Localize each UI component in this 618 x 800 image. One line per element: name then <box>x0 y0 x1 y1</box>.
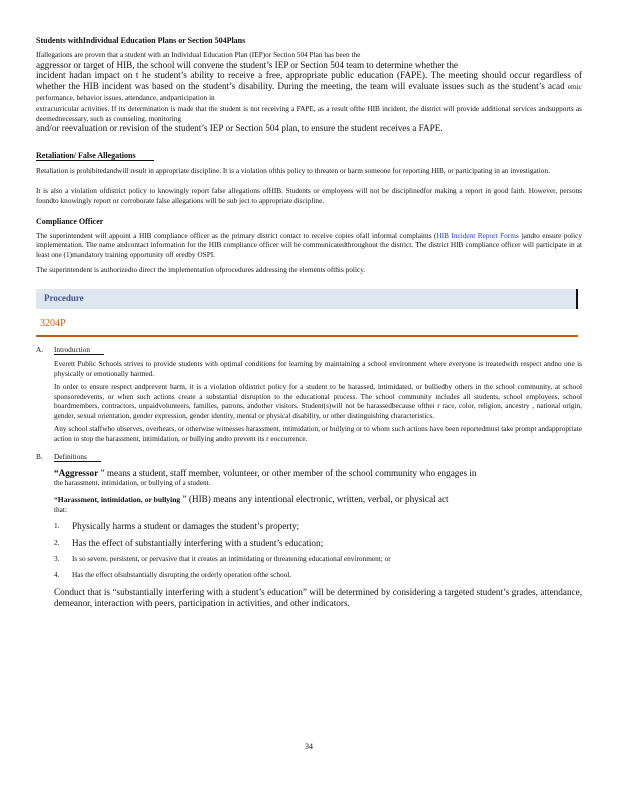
intro-paragraph-2: In order to ensure respect andprevent harm, it is a violation ofdistrict policy for a student to be harassed, intimidated, or bulliedby others in the school community, at school sponsoredevents, or when such actions create a substantial disruption to the educational process. The school community includes all students, school employees, school boardmembers, contractors, unpaidvolunteers, families, patrons, andother visitors. Student(s)will not be harassedbecause ofthei r race, color, religion, ancestry , national origin, gender, sexual orientation, gender expression, gender identity, mental or physical disability, or other distinguishing characteristics. <box>54 382 582 420</box>
aggressor-definition: “Aggressor ” means a student, staff member, volunteer, or other member of the school community who engages in <box>54 467 477 478</box>
section-label: A. <box>36 344 44 354</box>
students-iep-line-4: extracurricular activities. If its determination is made that the student is not receiving a FAPE, as a result ofthe HIB incident, the district will provide additional services andsupports as deemednecessary, such as counseling, monitoring <box>36 103 582 123</box>
harassment-definition: “Harassment, intimidation, or bullying ” (HIB) means any intentional electronic, written, verbal, or physical act <box>54 493 449 504</box>
intro-paragraph-3: Any school staffwho observes, overhears, or otherwise witnesses harassment, intimidation, or bullying or to whom such actions have been reportedmust take prompt andappropriate action to stop the harassment, intimidation, or bullying andto prevent its r eoccurrence. <box>54 424 582 444</box>
definitions-closing: Conduct that is “substantially interfering with a student’s education” will be determined by considering a targeted student’s grades, attendance, demeanor, interaction with peers, participation in activities, and other indicators. <box>54 587 582 608</box>
students-iep-line-3: incident hadan impact on t he student’s ability to receive a free, appropriate public education (FAPE). The meeting should occur regardless of whether the HIB incident was based on the student’s disability. During the meeting, the team will evaluate issues such as the student’s acad emic performance, behavior issues, attendance, andparticipation in <box>36 70 582 103</box>
students-iep-line-1: Ifallegations are proven that a student with an Individual Education Plan (IEP)or Section 504 Plan has been the <box>36 50 361 59</box>
retaliation-paragraph-2: It is also a violation ofdistrict policy to knowingly report false allegations ofHIB. Students or employees will not be disciplinedfor making a report in good faith. However, persons foundto knowingly report or corroborate false allegations will be sub ject to appropriate discipline. <box>36 186 582 205</box>
students-iep-line-5: and/or reevaluation or revision of the student’s IEP or Section 504 plan, to ensure the student receives a FAPE. <box>36 123 443 134</box>
compliance-paragraph-2: The superintendent is authorizedto direct the implementation ofprocedures addressing the elements ofthis policy. <box>36 265 366 275</box>
section-title: Definitions <box>54 452 101 462</box>
procedure-number: 3204P <box>36 318 578 337</box>
section-definitions <box>36 452 582 462</box>
list-item: 4. Has the effect ofsubstantially disrupting the orderly operation ofthe school. <box>54 569 292 579</box>
compliance-heading: Compliance Officer <box>36 216 104 226</box>
section-introduction <box>36 345 582 355</box>
procedure-bar: Procedure <box>36 289 578 309</box>
section-title: Introduction <box>54 345 104 355</box>
harassment-that: that: <box>54 505 67 515</box>
aggressor-definition-cont: the harassment, intimidation, or bullying of a student. <box>54 478 211 488</box>
list-item: 2. Has the effect of substantially interfering with a student’s education; <box>54 537 324 548</box>
section-label: B. <box>36 451 43 461</box>
list-item: 1. Physically harms a student or damages the student’s property; <box>54 521 300 532</box>
hib-incident-report-forms-link[interactable]: HIB Incident Report Forms <box>436 230 519 240</box>
students-iep-heading: Students withIndividual Education Plans or Section 504Plans <box>36 36 246 45</box>
compliance-paragraph-1: The superintendent will appoint a HIB compliance officer as the primary district contact to receive copies ofall informal complaints (HIB Incident Report Forms )andto ensure policy implementation. The name andcontact information for the HIB compliance officer will be communicatedthroughout the district. The district HIB compliance officer will participate in at least one (1)mandatory training opportunity off eredby OSPI. <box>36 230 582 259</box>
list-item: 3. Is so severe, persistent, or pervasive that it creates an intimidating or threatening educational environment; or <box>54 554 391 564</box>
page-number: 34 <box>305 742 313 751</box>
retaliation-paragraph-1: Retaliation is prohibitedandwill result in appropriate discipline. It is a violation ofthis policy to threaten or harm someone for reporting HIB, or participating in an investigation. <box>36 165 550 175</box>
students-iep-line-2: aggressor or target of HIB, the school will convene the student’s IEP or Section 504 team to determine whether the <box>36 59 459 70</box>
retaliation-heading: Retaliation/ False Allegations <box>36 151 154 161</box>
intro-paragraph-1: Everett Public Schools strives to provide students with optimal conditions for learning by maintaining a school environment where everyone is treatedwith respect andno one is physically or emotionally harmed. <box>54 358 582 378</box>
